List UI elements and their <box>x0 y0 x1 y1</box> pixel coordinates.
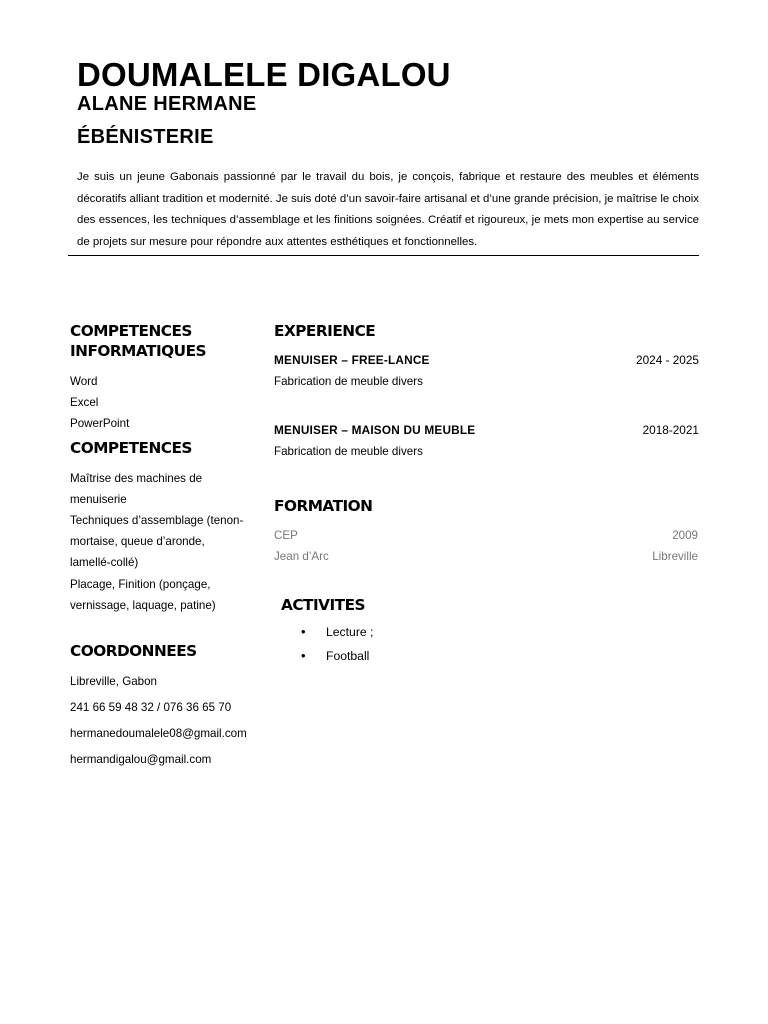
job-dates: 2024 - 2025 <box>636 353 699 367</box>
activity-label: Lecture ; <box>326 625 374 639</box>
education-year: 2009 <box>672 529 698 542</box>
skills-heading: COMPETENCES <box>70 439 192 457</box>
education-heading: FORMATION <box>274 497 373 515</box>
it-skills-heading-line2: INFORMATIQUES <box>70 342 207 360</box>
job-description: Fabrication de meuble divers <box>274 445 423 458</box>
contact-heading: COORDONNEES <box>70 642 197 660</box>
skill-item: Placage, Finition (ponçage, vernissage, laquage, patine) <box>70 578 216 612</box>
contact-email-1[interactable]: hermanedoumalele08@gmail.com <box>70 727 247 740</box>
contact-email-2[interactable]: hermandigalou@gmail.com <box>70 753 212 766</box>
it-skills-heading-line1: COMPETENCES <box>70 322 192 340</box>
job-dates: 2018-2021 <box>642 423 699 437</box>
education-school: Jean d’Arc <box>274 550 329 563</box>
bullet-icon: • <box>301 624 306 639</box>
activities-list <box>301 620 501 668</box>
it-skill-item: PowerPoint <box>70 417 130 430</box>
list-item <box>301 644 501 668</box>
it-skill-item: Excel <box>70 396 99 409</box>
resume-profession: ÉBÉNISTERIE <box>77 126 214 148</box>
skill-item: Techniques d’assemblage (tenon-mortaise, queue d’aronde, lamellé-collé) <box>70 514 244 569</box>
job-description: Fabrication de meuble divers <box>274 375 423 388</box>
bullet-icon: • <box>301 648 306 663</box>
job-title: MENUISER – FREE-LANCE <box>274 353 430 367</box>
education-degree: CEP <box>274 529 298 542</box>
activity-label: Football <box>326 649 370 663</box>
it-skill-item: Word <box>70 375 98 388</box>
contact-city: Libreville, Gabon <box>70 675 158 688</box>
contact-phone: 241 66 59 48 32 / 076 36 65 70 <box>70 701 232 714</box>
activities-heading: ACTIVITES <box>281 596 366 614</box>
education-place: Libreville <box>652 550 698 563</box>
resume-name: DOUMALELE DIGALOU <box>77 56 451 93</box>
profile-summary: Je suis un jeune Gabonais passionné par le travail du bois, je conçois, fabrique et restaure des meubles et éléments décoratifs alliant tradition et modernité. Je suis doté d’un savoir-faire artisanal et d’une grande précision, je maîtrise le choix des essences, les techniques d’assemblage et les finitions soignées. Créatif et rigoureux, je mets mon expertise au service de projets sur mesure pour répondre aux attentes esthétiques et fonctionnelles. <box>77 171 699 248</box>
header-divider <box>68 255 699 256</box>
skill-item: Maîtrise des machines de menuiserie <box>70 472 203 506</box>
resume-first-names: ALANE HERMANE <box>77 93 257 115</box>
job-title: MENUISER – MAISON DU MEUBLE <box>274 423 476 437</box>
list-item <box>301 620 501 644</box>
experience-heading: EXPERIENCE <box>274 322 376 340</box>
